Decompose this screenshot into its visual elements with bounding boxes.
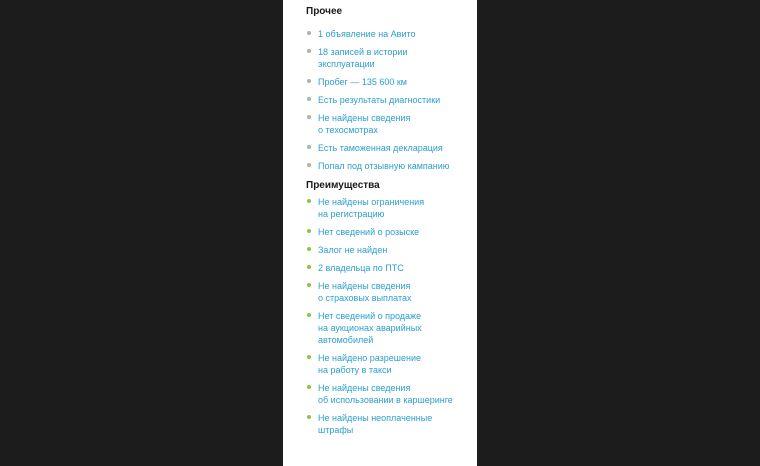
advantage-item-insurance [306, 280, 474, 304]
advantage-item-auctions [306, 310, 474, 346]
other-item-recall [306, 160, 474, 172]
service-history-link[interactable]: 18 записей в истории эксплуатации [318, 47, 408, 69]
green-bullet-icon [307, 313, 311, 317]
advantage-item-taxi [306, 352, 474, 376]
other-item-avito-listing [306, 28, 474, 40]
wanted-check-link[interactable]: Нет сведений о розыске [318, 227, 420, 237]
grey-bullet-icon [307, 115, 311, 119]
damaged-auctions-link[interactable]: Нет сведений о продаже на аукционах аварийных автомобилей [318, 311, 422, 345]
other-item-service-history [306, 46, 474, 70]
green-bullet-icon [307, 385, 311, 389]
green-bullet-icon [307, 229, 311, 233]
advantages-section [306, 180, 474, 435]
insurance-payouts-link[interactable]: Не найдены сведения о страховых выплатах [318, 281, 412, 303]
other-item-mileage [306, 76, 474, 88]
other-item-diagnostics [306, 94, 474, 106]
advantage-item-carsharing [306, 382, 474, 406]
other-section-title: Прочее [306, 6, 343, 17]
advantage-item-pledge [306, 244, 474, 256]
grey-bullet-icon [307, 79, 311, 83]
advantage-item-owners [306, 262, 474, 274]
taxi-permit-link[interactable]: Не найдено разрешение на работу в такси [318, 353, 422, 375]
avito-listing-link[interactable]: 1 объявление на Авито [318, 29, 416, 39]
registration-restrictions-link[interactable]: Не найдены ограничения на регистрацию [318, 197, 425, 219]
customs-declaration-link[interactable]: Есть таможенная декларация [318, 143, 443, 153]
grey-bullet-icon [307, 163, 311, 167]
grey-bullet-icon [307, 31, 311, 35]
green-bullet-icon [307, 415, 311, 419]
advantages-section-title: Преимущества [306, 180, 380, 191]
other-item-inspections [306, 112, 474, 136]
green-bullet-icon [307, 355, 311, 359]
pledge-check-link[interactable]: Залог не найден [318, 245, 388, 255]
recall-campaign-link[interactable]: Попал под отзывную кампанию [318, 161, 450, 171]
carsharing-link[interactable]: Не найдены сведения об использовании в каршеринге [318, 383, 453, 405]
mileage-link[interactable]: Пробег — 135 600 км [318, 77, 407, 87]
diagnostics-link[interactable]: Есть результаты диагностики [318, 95, 441, 105]
green-bullet-icon [307, 283, 311, 287]
other-section [306, 6, 474, 171]
green-bullet-icon [307, 199, 311, 203]
green-bullet-icon [307, 265, 311, 269]
advantage-item-fines [306, 412, 474, 436]
owners-link[interactable]: 2 владельца по ПТС [318, 263, 404, 273]
green-bullet-icon [307, 247, 311, 251]
advantage-item-registration [306, 196, 474, 220]
inspections-link[interactable]: Не найдены сведения о техосмотрах [318, 113, 411, 135]
grey-bullet-icon [307, 145, 311, 149]
grey-bullet-icon [307, 97, 311, 101]
other-item-customs [306, 142, 474, 154]
advantage-item-wanted [306, 226, 474, 238]
report-panel [283, 0, 477, 466]
grey-bullet-icon [307, 49, 311, 53]
unpaid-fines-link[interactable]: Не найдены неоплаченные штрафы [318, 413, 433, 435]
